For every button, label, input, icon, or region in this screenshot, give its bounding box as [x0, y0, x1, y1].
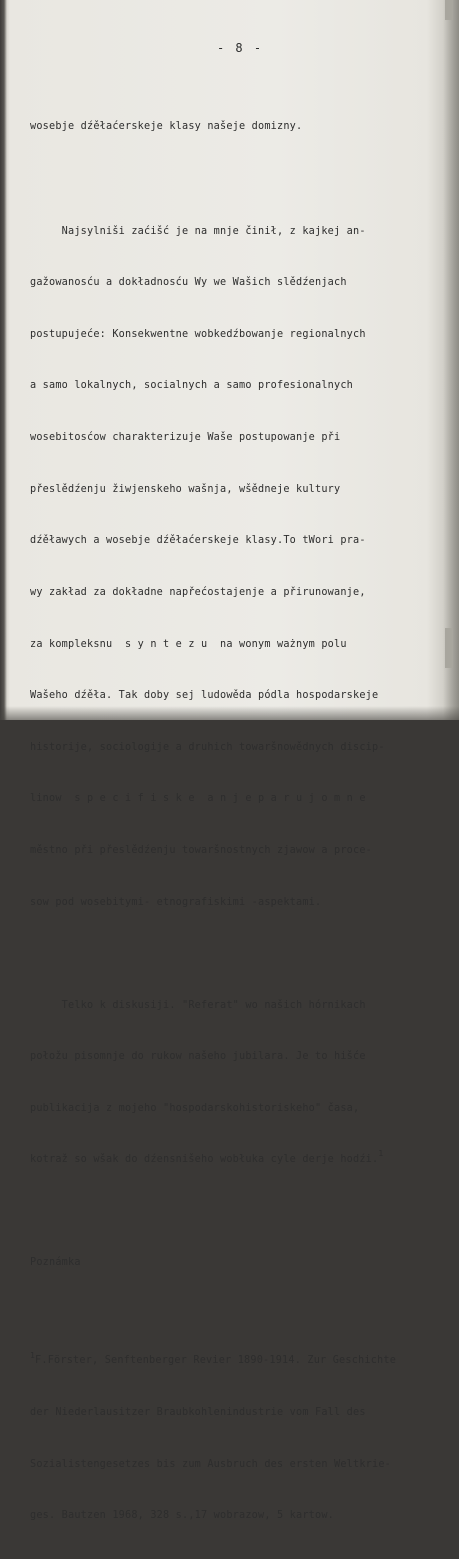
- footnote-first-line: [30, 1352, 430, 1369]
- binding-tab: [445, 628, 453, 668]
- page-number: - 8 -: [216, 41, 264, 55]
- text-line: F.Förster, Senftenberger Revier 1890-1914. Zur Geschichte: [35, 1355, 397, 1367]
- text-line: Telko k diskusiji. "Referat" wo našich hórnikach: [30, 999, 366, 1011]
- notes-section: [30, 1220, 430, 1559]
- text-line: ges. Bautzen 1968, 328 s.,17 wobrazow, 5 kartow.: [30, 1510, 335, 1522]
- text-line: za kompleksnu s y n t e z u na wonym ważnym polu: [30, 638, 347, 650]
- text-line: sow pod wosebitymi- etnografiskimi -aspektami.: [30, 896, 322, 908]
- text-line: wy zakład za dokładne napřećostajenje a přirunowanje,: [30, 586, 366, 598]
- paragraph-3: [30, 962, 430, 1203]
- text-line: Najsylniši zaćišć je na mnje činił, z kajkej an-: [30, 225, 366, 237]
- text-line: přeslědźenju žiwjenskeho wašnja, wšědneje kultury: [30, 483, 341, 495]
- text-line-with-footnote: [30, 1151, 430, 1168]
- text-line: gažowanosću a dokładnosću Wy we Wašich slědźenjach: [30, 277, 347, 289]
- text-line: publikacija z mojeho "hospodarskohistoriskeho" časa,: [30, 1102, 360, 1114]
- text-line: wosebitosćow charakterizuje Waše postupowanje při: [30, 432, 341, 444]
- text-line: a samo lokalnych, socialnych a samo profesionalnych: [30, 380, 354, 392]
- paragraph-1: [30, 83, 430, 169]
- text-line: postupujeće: Konsekwentne wobkedźbowanje regionalnych: [30, 328, 366, 340]
- text-line: wosebje dźěłaćerskeje klasy našeje domizny.: [30, 120, 303, 132]
- text-line: městno při přeslědźenju towaršnostnych zjawow a proce-: [30, 844, 373, 856]
- text-line: linow s p e c i f i s k e a n j e p a r u j o m n e: [30, 793, 366, 805]
- typewritten-document: [30, 40, 430, 1559]
- notes-heading: Poznámka: [30, 1257, 81, 1269]
- footnote-reference: 1: [378, 1149, 384, 1159]
- text-line: połožu pisomnje do rukow našeho jubilara. Je to hišće: [30, 1051, 366, 1063]
- text-line: Sozialistengesetzes bis zum Ausbruch des ersten Weltkrie-: [30, 1458, 392, 1470]
- footnote-marker: 1: [30, 1351, 36, 1361]
- text-line: dźěławych a wosebje dźěłaćerskeje klasy.To tWori pra-: [30, 535, 366, 547]
- text-line: Wašeho dźěła. Tak doby sej ludowěda pódla hospodarskeje: [30, 690, 379, 702]
- paragraph-2: [30, 188, 430, 945]
- page-edge-shadow: [443, 0, 459, 720]
- text-line: historije, sociologije a druhich towaršnowědnych discip-: [30, 741, 385, 753]
- text-line: der Niederlausitzer Braubkohlenindustrie vom Fall des: [30, 1407, 366, 1419]
- text-line: kotraž so wšak do dźensnišeho wobłuka cyle derje hodźi.: [30, 1154, 379, 1166]
- binding-tab: [445, 0, 453, 20]
